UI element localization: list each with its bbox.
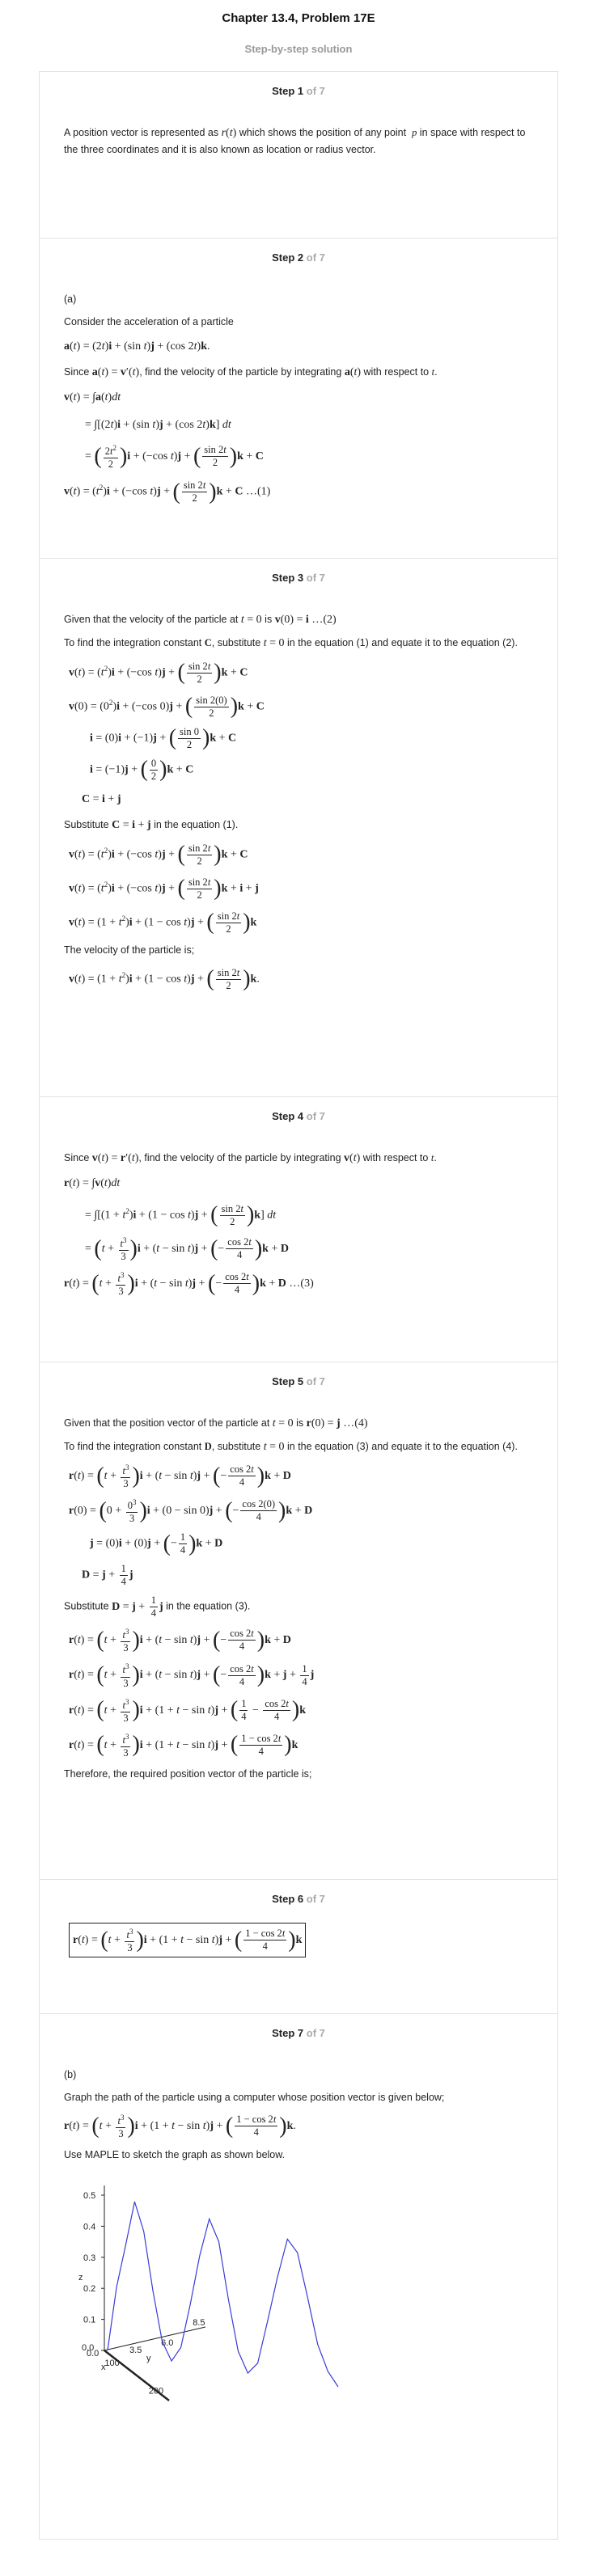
step-2-since: Since a(t) = v′(t), find the velocity of the particle by integrating a(t) with respect to t. bbox=[64, 366, 438, 378]
y-tick-label: 6.0 bbox=[161, 2338, 174, 2349]
z-tick-label: 0.3 bbox=[83, 2253, 96, 2263]
equation: a(t) = (2t)i + (sin t)j + (cos 2t)k. bbox=[64, 340, 210, 353]
step-5-given: Given that the position vector of the particle at t = 0 is r(0) = j …(4) bbox=[64, 1417, 368, 1429]
step-header: Step 5 of 7 bbox=[272, 1375, 325, 1387]
step-4 bbox=[40, 1097, 557, 1362]
equation: r(t) = (t + $\frac{t^3}{3}$ )i + (1 + t − sin t)j + ( $\frac{1 - \cos 2t}{4}$ )k. bbox=[64, 2113, 296, 2140]
equation: v(t) = ∫a(t)dt bbox=[64, 391, 121, 403]
equation: r(0) = (0 + $\frac{0^3}{3}$ )i + (0 − sin 0)j + (− $\frac{\cos 2(0)}{4}$ )k + D bbox=[69, 1497, 313, 1525]
maple-3d-plot bbox=[64, 2179, 533, 2426]
equation: $v(t) = (t^2)i + (-\cos$ t)j + ( $\frac{\sin 2t}{2}$ )k + i + j bbox=[69, 876, 259, 902]
equation: = ( $\frac{2t^2}{2}$ )i + (−cos t)j + ( $\frac{\sin 2t}{2}$ )k + C bbox=[85, 443, 264, 471]
step-7 bbox=[40, 2014, 557, 2540]
page-subtitle: Step-by-step solution bbox=[244, 43, 353, 55]
equation: r(t) = (t + $\frac{t^3}{3}$ )i + (t − sin t)j + (− $\frac{\cos 2t}{4}$ )k + D bbox=[69, 1627, 291, 1654]
equation: r(t) = (t + $\frac{t^3}{3}$ )i + (1 + t − sin t)j + ( $\frac{1 - \cos 2t}{4}$ )k bbox=[69, 1732, 298, 1759]
part-label: (b) bbox=[64, 2069, 77, 2080]
final-answer-box: r(t) = (t + $\frac{t^3}{3}$ )i + (1 + t − sin t)j + ( $\frac{1 - \cos 2t}{4}$ )k bbox=[69, 1923, 306, 1957]
equation: = ∫[(2t)i + (sin t)j + (cos 2t)k] dt bbox=[85, 419, 231, 431]
step-7-graph-text: Graph the path of the particle using a computer whose position vector is given below; bbox=[64, 2092, 445, 2103]
z-tick-label: 0.1 bbox=[83, 2315, 96, 2325]
step-5-subst: Substitute D = j + $\frac{1}{4}$ j in the equation (3). bbox=[64, 1594, 251, 1620]
z-tick-label: 0.2 bbox=[83, 2284, 96, 2295]
step-7-maple-text: Use MAPLE to sketch the graph as shown below. bbox=[64, 2149, 286, 2161]
step-header: Step 1 of 7 bbox=[272, 85, 325, 97]
step-5 bbox=[40, 1362, 557, 1880]
equation: j = (0)i + (0)j + (− $\frac{1}{4}$ )k + D bbox=[90, 1531, 223, 1556]
equation: $v(t) = (1 + t^2)i + (1 - \cos t)j$ + ( $\frac{\sin 2t}{2}$ )k bbox=[69, 910, 257, 935]
equation: i = (−1)j + ( $\frac{0}{2}$ )k + C bbox=[90, 757, 194, 783]
step-5-find: To find the integration constant D, substitute t = 0 in the equation (3) and equate it to the equation (4). bbox=[64, 1441, 518, 1453]
equation: D = j + $\frac{1}{4}$ j bbox=[82, 1563, 133, 1588]
equation: $v(t) = (1 + t^2)i + (1 - \cos t)j$ + ( $\frac{\sin 2t}{2}$ )k. bbox=[69, 966, 260, 992]
origin-label: 0.0 bbox=[87, 2349, 100, 2359]
step-6 bbox=[40, 1880, 557, 2014]
x-axis-label: x bbox=[101, 2363, 106, 2373]
equation: r(t) = ∫v(t)dt bbox=[64, 1177, 121, 1189]
page-title: Chapter 13.4, Problem 17E bbox=[222, 11, 375, 25]
step-header: Step 4 of 7 bbox=[272, 1110, 325, 1122]
z-tick-label: 0.4 bbox=[83, 2222, 96, 2232]
y-axis-label: y bbox=[146, 2354, 151, 2364]
step-2-intro: Consider the acceleration of a particle bbox=[64, 316, 234, 327]
step-header: Step 2 of 7 bbox=[272, 251, 325, 264]
origin-label: 0.0 bbox=[82, 2343, 95, 2354]
y-axis bbox=[104, 2327, 205, 2350]
step-3-subst: Substitute C = i + j in the equation (1). bbox=[64, 818, 239, 831]
step-3 bbox=[40, 559, 557, 1097]
part-label: (a) bbox=[64, 293, 77, 305]
plot-svg bbox=[64, 2179, 371, 2422]
step-5-therefore: Therefore, the required position vector of the particle is; bbox=[64, 1767, 312, 1780]
step-3-find: To find the integration constant C, substitute t = 0 in the equation (1) and equate it to the equation (2). bbox=[64, 637, 518, 649]
y-tick-label: 8.5 bbox=[193, 2317, 205, 2328]
equation: $v(t) = (t^2)i + (-\cos$ t)j + ( $\frac{\sin 2t}{2}$ )k + C bbox=[69, 660, 248, 686]
equation: = (t + $\frac{t^3}{3}$ )i + (t − sin t)j + (− $\frac{\cos 2t}{4}$ )k + D bbox=[85, 1235, 289, 1263]
step-3-given: Given that the velocity of the particle at t = 0 is v(0) = i …(2) bbox=[64, 614, 337, 626]
path-curve bbox=[108, 2202, 338, 2387]
step-4-since: Since v(t) = r′(t), find the velocity of the particle by integrating v(t) with respect to t. bbox=[64, 1152, 437, 1164]
steps-container bbox=[39, 71, 558, 2540]
equation: $v(t) = (t^2)i + (-\cos$ t)j + ( $\frac{\sin 2t}{2}$ )k + C bbox=[69, 842, 248, 868]
x-tick-label: 200 bbox=[148, 2386, 164, 2397]
equation: $v(t) = (t^2)i + (-\cos$ t)j + ( $\frac{\sin 2t}{2}$ )k + C …(1) bbox=[64, 479, 271, 505]
equation: $v(0) = (0^2)i + (-\cos$ 0)j + ( $\frac{\sin 2(0)}{2}$ )k + C bbox=[69, 694, 265, 720]
step-2 bbox=[40, 239, 557, 559]
equation: = $\int[(1 + t^2)i + (1 - \cos t)j$ + ( $\frac{\sin 2t}{2}$ )k] dt bbox=[85, 1202, 277, 1228]
equation: C = i + j bbox=[82, 792, 121, 805]
step-1-text: A position vector is represented as r(t) which shows the position of any point p in space with respect to the three coordinates and it is also known as location or radius vector. bbox=[64, 127, 526, 155]
equation: r(t) = (t + $\frac{t^3}{3}$ )i + (t − sin t)j + (− $\frac{\cos 2t}{4}$ )k + j + $\frac{1}{4}$ j bbox=[69, 1662, 315, 1689]
step-header: Step 3 of 7 bbox=[272, 572, 325, 584]
equation: i = (0)i + (−1)j + ( $\frac{\sin 0}{2}$ )k + C bbox=[90, 725, 237, 751]
step-header: Step 7 of 7 bbox=[272, 2027, 325, 2039]
step-1 bbox=[40, 72, 557, 239]
step-header: Step 6 of 7 bbox=[272, 1893, 325, 1905]
x-tick-label: 100 bbox=[104, 2359, 120, 2369]
z-axis-label: z bbox=[78, 2273, 83, 2283]
equation: r(t) = (t + $\frac{t^3}{3}$ )i + (t − sin t)j + (− $\frac{\cos 2t}{4}$ )k + D …(3) bbox=[64, 1270, 314, 1298]
y-tick-label: 3.5 bbox=[129, 2346, 142, 2356]
z-tick-label: 0.5 bbox=[83, 2191, 96, 2202]
step-3-velocity-text: The velocity of the particle is; bbox=[64, 944, 195, 956]
equation: r(t) = (t + $\frac{t^3}{3}$ )i + (1 + t − sin t)j + ( $\frac{1}{4}$ − $\frac{\cos 2t}{4}$ )k bbox=[69, 1697, 307, 1724]
equation: r(t) = (t + $\frac{t^3}{3}$ )i + (t − sin t)j + (− $\frac{\cos 2t}{4}$ )k + D bbox=[69, 1463, 291, 1490]
